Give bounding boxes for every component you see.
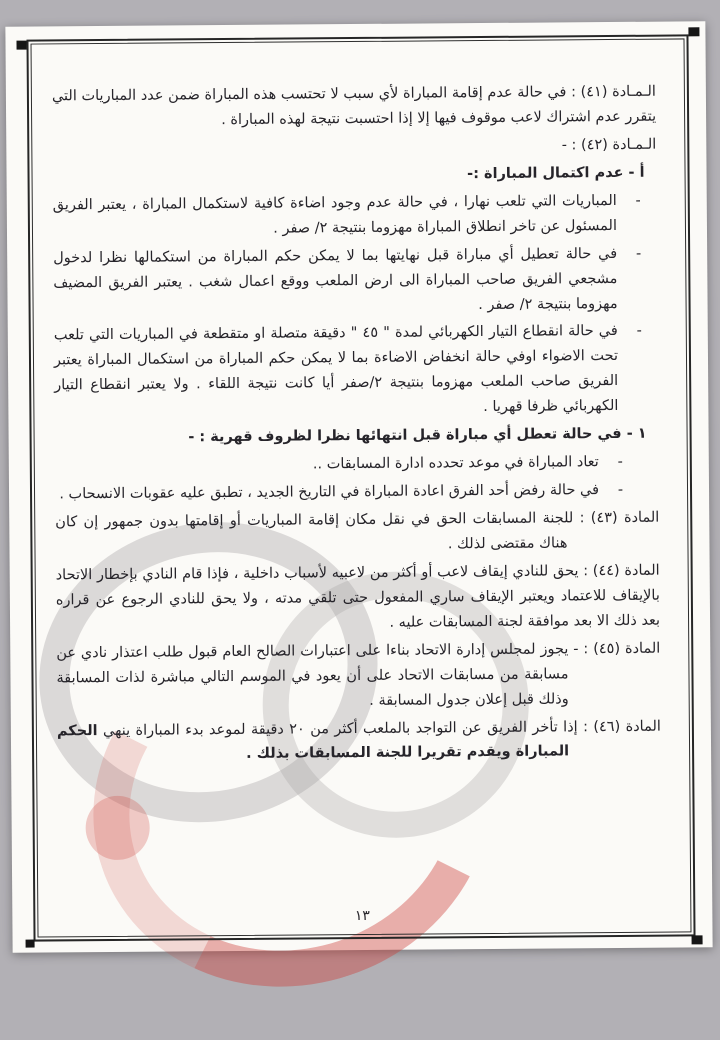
article-45 [56,636,661,716]
article-44 [56,559,661,639]
section-1-bullets [55,450,659,508]
bullet-dash: - [635,245,642,262]
article-44-label: المادة (٤٤) : [583,562,660,580]
list-item-text: في حالة رفض أحد الفرق اعادة المباراة في التاريخ الجديد ، تطبق عليه عقوبات الانسحاب . [59,482,600,503]
article-46-text-bold: الحكم المباراة ويقدم تقريرا للجنة المسابقات بذلك . [56,722,570,763]
corner-mark [16,41,26,50]
corner-mark [26,940,35,948]
article-45-text: يجوز لمجلس إدارة الاتحاد بناءا على اعتبارات الصالح العام قبول طلب اعتذار نادي عن مسابقة من مسابقات الاتحاد على أن يعود في الموسم التالي مباشرة لذات المسابقة وذلك قبل إعلان جدول المسابقة . [56,641,569,709]
article-46 [57,714,661,769]
list-item [54,319,643,423]
list-item-text: في حالة تعطيل أي مباراة قبل نهايتها بما لا يمكن حكم المباراة من استكمالها نظرا لدخول مشجعي الفريق صاحب المباراة الى ارض الملعب ووقع اعمال شغب . يعتبر الفريق المضيف مهزوما بنتيجة ٢/ صفر . [53,245,618,313]
corner-mark [692,935,703,944]
article-41-text: في حالة عدم إقامة المباراة لأي سبب لا تحتسب هذه المباراة ضمن عدد المباريات التي يتقرر عدم اشتراك لاعب موقوف فيها إلا إذا احتسبت نتيجة لهذه المباراة . [51,84,657,129]
list-item [53,189,641,243]
article-43-text: للجنة المسابقات الحق في نقل مكان إقامة المباريات أو إقامتها بدون جمهور إن كان هناك مقتضى لذلك . [55,510,574,553]
list-item [55,450,623,479]
article-43 [55,506,659,561]
document-page [5,21,712,952]
article-41-label: الـمـادة (٤١) : [571,83,656,101]
section-a-heading: أ - عدم اكتمال المباراة :- [467,164,645,182]
bullet-dash: - [617,481,624,499]
article-42-label: الـمـادة (٤٢) : - [561,136,657,154]
bullet-dash: - [617,454,623,471]
bullet-dash: - [635,192,641,209]
list-item-text: تعاد المباراة في موعد تحدده ادارة المسابقات .. [312,454,599,473]
page-number: ١٣ [354,907,370,925]
list-item [55,478,623,507]
list-item-text: المباريات التي تلعب نهارا ، في حالة عدم وجود اضاءة كافية لاستكمال المباراة ، يعتبر الفريق المسئول عن تاخر انطلاق المباراة مهزوما بنتيجة ٢/ صفر . [52,192,618,237]
watermark-dot [85,796,150,861]
article-43-label: المادة (٤٣) : [579,509,660,527]
article-45-label: المادة (٤٥) : - [573,640,661,658]
section-1-heading: ١ - في حالة تعطل أي مباراة قبل انتهائها نظرا لظروف قهرية : - [188,425,647,446]
corner-mark [688,27,699,36]
list-item [53,241,642,320]
article-46-text: إذا تأخر الفريق عن التواجد بالملعب أكثر من ٢٠ دقيقة لموعد بدء المباراة ينهي [102,718,578,739]
article-41 [52,80,656,135]
article-46-label: المادة (٤٦) : [582,718,661,735]
section-a-bullets [53,188,659,423]
article-44-text: يحق للنادي إيقاف لاعب أو أكثر من لاعبيه لأسباب داخلية ، فإذا قام النادي بإخطار الاتحاد بالإيقاف للاعتماد ويعتبر الإيقاف ساري المفعول حتى تلقي مدته ، ولا يحق للنادي الرجوع عن قراره بعد ذلك الا بعد موافقة لجنة المسابقات عليه . [55,563,661,631]
list-item-text: في حالة انقطاع التيار الكهربائي لمدة " ٤٥ " دقيقة متصلة او متقطعة في المباريات التي تلعب تحت الاضواء اوفي حالة انخفاض الاضاءة بما لا يمكن حكم المباراة من استكمال المباراة يعتبر الفريق صاحب الملعب مهزوما بنتيجة ٢/صفر أيا كانت نتيجة اللقاء . ولا يعتبر انقطاع التيار الكهربائي ظرفا قهريا . [53,323,619,416]
document-content [52,80,661,772]
bullet-dash: - [636,323,642,340]
article-42 [52,133,656,163]
